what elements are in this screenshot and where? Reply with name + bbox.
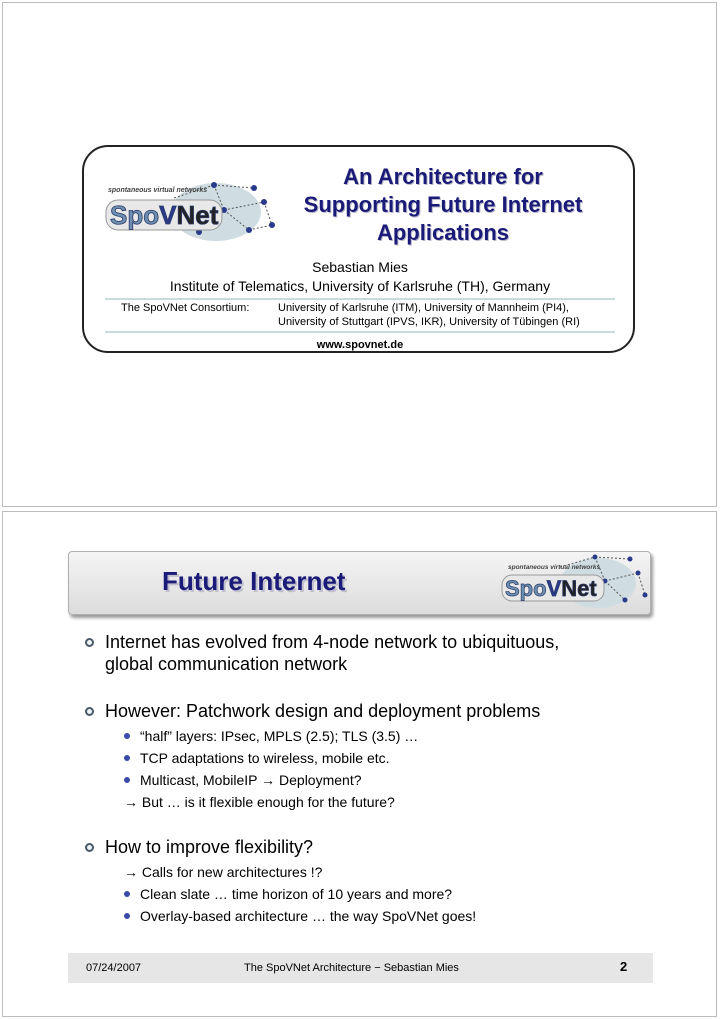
- svg-text:SpoVNet: [505, 576, 597, 601]
- logo2-text-c: Net: [561, 576, 597, 601]
- bullet-3-sub-1: → Calls for new architectures !?: [124, 864, 323, 880]
- sub-bullet-icon: [124, 733, 130, 739]
- divider-bottom: [105, 331, 615, 333]
- author-name: Sebastian Mies: [312, 259, 408, 275]
- divider-top: [105, 298, 615, 300]
- svg-text:SpoVNet: [110, 200, 219, 230]
- sub-bullet-icon: [124, 777, 130, 783]
- sub-bullet-icon: [124, 891, 130, 897]
- logo2-text-a: Spo: [505, 576, 547, 601]
- title-line-1: An Architecture for: [343, 164, 543, 189]
- sub-bullet-icon: [124, 913, 130, 919]
- bullet-1-line-2: global communication network: [105, 654, 348, 674]
- spovnet-logo-slide1: [104, 180, 279, 244]
- logo2-text-b: V: [546, 576, 562, 601]
- institute-name: Institute of Telematics, University of Karlsruhe (TH), Germany: [169, 278, 551, 294]
- bullet-3: How to improve flexibility?: [105, 837, 314, 857]
- website-url[interactable]: www.spovnet.de: [316, 339, 404, 351]
- consortium-line-2: University of Stuttgart (IPVS, IKR), University of Tübingen (RI): [278, 316, 580, 328]
- title-line-3: Applications: [376, 220, 509, 245]
- sub-bullet-icon: [124, 755, 130, 761]
- title-line-2: Supporting Future Internet: [303, 192, 583, 217]
- logo-tagline: spontaneous virtual networks: [108, 187, 208, 194]
- logo-text-a: Spo: [110, 200, 160, 230]
- bullet-icon: [85, 843, 94, 852]
- presentation-title: [278, 163, 608, 247]
- logo-text-b: V: [159, 200, 177, 230]
- footer-date: 07/24/2007: [86, 962, 142, 974]
- page-number: 2: [620, 959, 628, 974]
- bullet-3-sub-2: Clean slate … time horizon of 10 years and more?: [140, 886, 453, 902]
- bullet-2-sub-1: “half” layers: IPsec, MPLS (2.5); TLS (3.5) …: [140, 728, 419, 744]
- bullet-3-sub-3: Overlay-based architecture … the way SpoVNet goes!: [140, 908, 477, 924]
- bullet-1-line-1: Internet has evolved from 4-node network to ubiquituous,: [105, 632, 560, 652]
- footer-title: The SpoVNet Architecture − Sebastian Mies: [244, 962, 459, 974]
- logo-tagline-2: spontaneous virtual networks: [508, 564, 601, 571]
- bullet-2-sub-4: → But … is it flexible enough for the future?: [124, 794, 395, 810]
- consortium-line-1: University of Karlsruhe (ITM), University of Mannheim (PI4),: [278, 302, 569, 314]
- bullet-2-sub-3: Multicast, MobileIP → Deployment?: [140, 772, 362, 788]
- bullet-2-sub-2: TCP adaptations to wireless, mobile etc.: [140, 750, 390, 766]
- bullet-icon: [85, 638, 94, 647]
- bullet-2: However: Patchwork design and deployment problems: [105, 701, 541, 721]
- logo-text-c: Net: [176, 200, 219, 230]
- slide-title: Future Internet: [162, 566, 346, 596]
- spovnet-logo-slide2: [500, 553, 650, 611]
- bullet-icon: [85, 707, 94, 716]
- consortium-label: The SpoVNet Consortium:: [121, 302, 250, 314]
